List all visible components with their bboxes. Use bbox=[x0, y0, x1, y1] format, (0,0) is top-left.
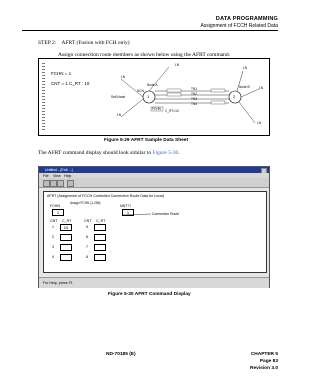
header-rule bbox=[22, 30, 278, 31]
section-subtitle: Assignment of FCCH Related Data bbox=[200, 23, 278, 29]
window-title: Untitled - [Edit ...] bbox=[45, 167, 73, 172]
tn4-label: TN4 bbox=[191, 102, 198, 106]
fchn-input[interactable]: 1 bbox=[52, 209, 64, 216]
crt-input-8[interactable] bbox=[94, 254, 106, 261]
cnt-row-5: 5 bbox=[86, 225, 88, 229]
revision-label: Revision 3.0 bbox=[250, 366, 278, 371]
cnt-row-4: 4 bbox=[52, 255, 54, 259]
doc-number: ND-70185 (E) bbox=[106, 352, 136, 357]
crt-input-3[interactable] bbox=[60, 244, 72, 251]
tn1-label: TN1 bbox=[191, 87, 198, 91]
self-node-label: Self-Node bbox=[111, 95, 126, 99]
ln-left-bottom: LN bbox=[117, 113, 122, 117]
afrt-window bbox=[38, 166, 270, 288]
connection-route-pointer bbox=[120, 212, 152, 218]
chapter-label: CHAPTER 5 bbox=[250, 352, 278, 357]
toolbar-run-icon[interactable] bbox=[67, 180, 74, 187]
node-a-number: 1 bbox=[147, 94, 150, 99]
menu-view[interactable]: View bbox=[53, 173, 61, 178]
body-paragraph bbox=[38, 150, 180, 156]
ln-top: LN bbox=[175, 63, 180, 67]
cnt-row-3: 3 bbox=[52, 245, 54, 249]
figure-30-caption: Figure 5-30 AFRT Command Display bbox=[108, 292, 191, 297]
crt-label: C_RT=10 bbox=[165, 109, 179, 113]
connection-route-label: Connection Route bbox=[152, 212, 180, 216]
crt-input-2[interactable] bbox=[60, 234, 72, 241]
crt-input-6[interactable] bbox=[94, 234, 106, 241]
crt-input-1[interactable]: 10 bbox=[60, 224, 72, 231]
cnt-header-left: CNT bbox=[50, 219, 58, 223]
afrt-panel bbox=[43, 191, 267, 273]
menu-help[interactable]: Help bbox=[64, 173, 72, 178]
crt-header-left: C_RT bbox=[62, 219, 72, 223]
crt-header-right: C_RT bbox=[96, 219, 106, 223]
figure-link[interactable]: Figure 5-30 bbox=[152, 150, 179, 156]
cnt-row-8: 8 bbox=[86, 255, 88, 259]
section-title: DATA PROGRAMMING bbox=[215, 16, 278, 22]
crt-input-7[interactable] bbox=[94, 244, 106, 251]
cnt-row-2: 2 bbox=[52, 235, 54, 239]
node-a-label: Node A bbox=[147, 83, 158, 87]
body-suffix: . bbox=[178, 150, 180, 156]
node-b-label: Node B bbox=[239, 85, 250, 89]
status-text: For Help, press F1 bbox=[43, 281, 73, 285]
mnt-input[interactable]: 1 bbox=[122, 209, 134, 216]
step-instruction: Assign connection route members as shown below using the AFRT command. bbox=[58, 52, 231, 58]
menu-file[interactable]: File bbox=[43, 173, 49, 178]
panel-title: AFRT (Assignment of FCCH Controlled Connection Route Data for Local) bbox=[47, 194, 164, 198]
fchn-label: FCHN bbox=[152, 107, 161, 111]
toolbar-new-icon[interactable] bbox=[43, 180, 50, 187]
note-fchn: FCHN = 1 bbox=[51, 71, 72, 76]
page-number: Page 83 bbox=[259, 359, 278, 364]
node-b-number: 2 bbox=[233, 94, 236, 99]
crt-input-4[interactable] bbox=[60, 254, 72, 261]
cnt-row-6: 6 bbox=[86, 235, 88, 239]
step-line bbox=[38, 40, 130, 46]
crt-input-5[interactable] bbox=[94, 224, 106, 231]
step-text: AFRT (Fusion with FCH only) bbox=[61, 40, 130, 46]
ln-right-bottom: LN bbox=[257, 121, 262, 125]
toolbar-save-icon[interactable] bbox=[57, 180, 64, 187]
tn2-label: TN2 bbox=[191, 92, 198, 96]
step-label: STEP 2: bbox=[38, 40, 57, 46]
fchn-field-label: FCHN bbox=[50, 204, 60, 208]
ln-left-top: LN bbox=[121, 75, 126, 79]
toolbar-open-icon[interactable] bbox=[50, 180, 57, 187]
cnt-header-right: CNT bbox=[84, 219, 92, 223]
ln-right-top: LN bbox=[243, 66, 248, 70]
cnt-row-1: 1 bbox=[52, 225, 54, 229]
status-bar bbox=[39, 277, 269, 288]
cnt-row-7: 7 bbox=[86, 245, 88, 249]
assign-fchn-label: Assign FCHN (1-255) bbox=[70, 201, 101, 205]
note-cnt: CNT = 1 C_RT : 10 bbox=[51, 81, 90, 86]
figure-29-caption: Figure 5-29 AFRT Sample Data Sheet bbox=[104, 138, 189, 143]
ln-right: LN bbox=[259, 86, 264, 90]
ncn-label: NCN bbox=[137, 89, 144, 93]
mnt-label: MNT?? bbox=[120, 204, 132, 208]
tn3-label: TN3 bbox=[191, 97, 198, 101]
sample-data-sheet bbox=[38, 58, 270, 136]
body-prefix: The AFRT command display should look similar to bbox=[38, 150, 153, 156]
